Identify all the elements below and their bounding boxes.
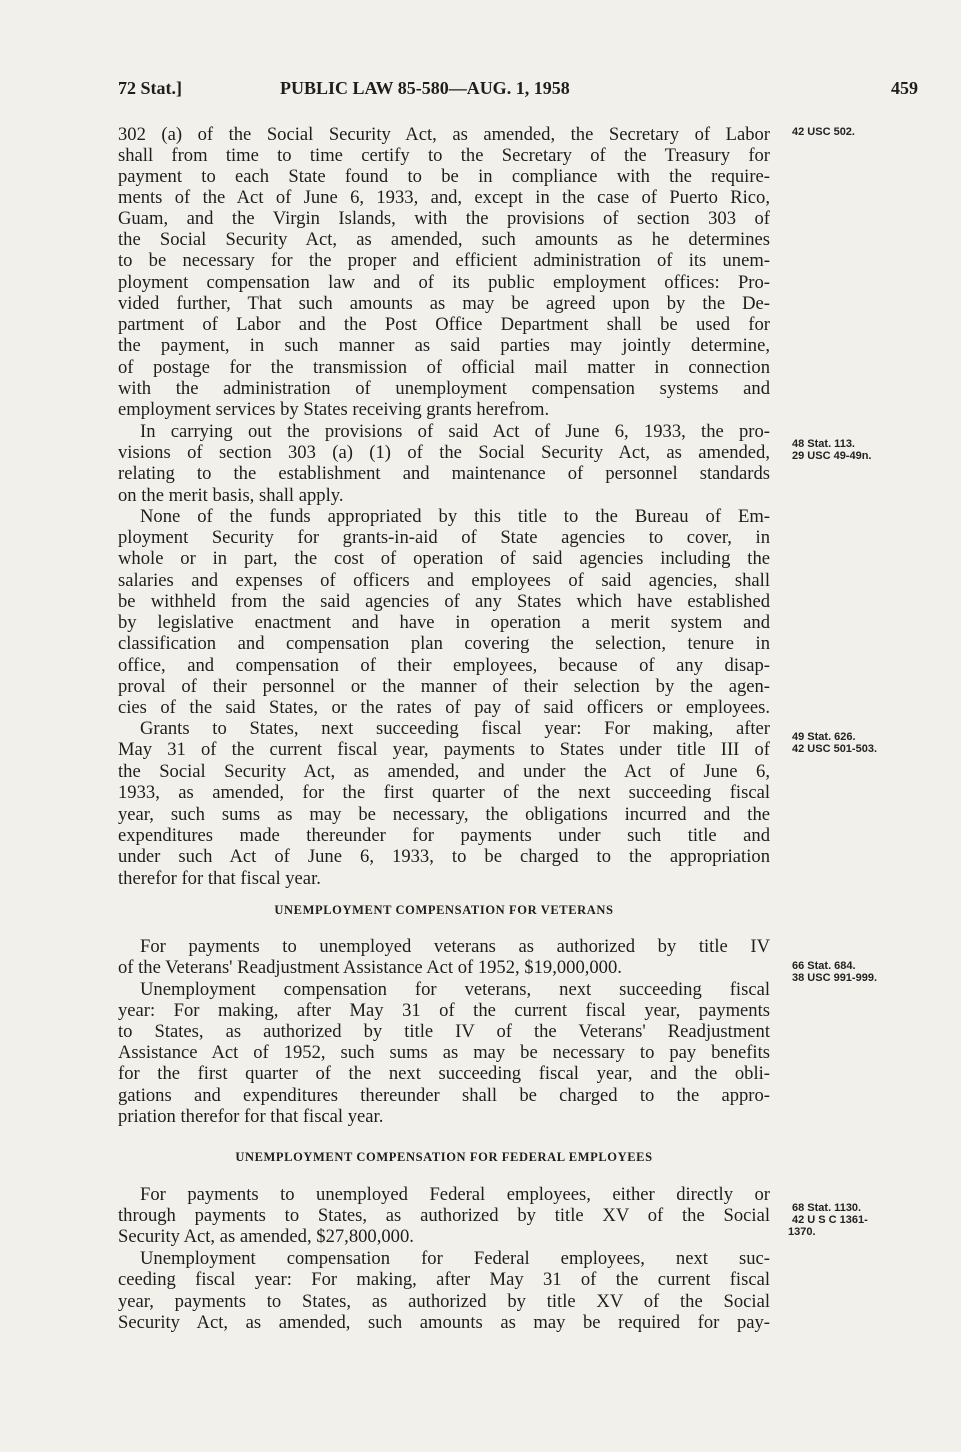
page-header (118, 78, 918, 102)
statute-volume: 72 Stat.] (118, 78, 182, 98)
page-number: 459 (891, 78, 918, 98)
text-line: year: For making, after May 31 of the current fiscal year, payments (118, 1000, 770, 1021)
text-line: to be necessary for the proper and efficient administration of its unem- (118, 250, 770, 271)
text-line: with the administration of unemployment compensation systems and (118, 378, 770, 399)
margin-citation (792, 960, 877, 984)
text-line: cies of the said States, or the rates of pay of said officers or employees. (118, 697, 770, 718)
public-law-title: PUBLIC LAW 85-580—AUG. 1, 1958 (280, 78, 570, 98)
margin-citation (788, 1202, 868, 1238)
text-line: ceeding fiscal year: For making, after May 31 of the current fiscal (118, 1269, 770, 1290)
text-line: proval of their personnel or the manner of their selection by the agen- (118, 676, 770, 697)
text-line: visions of section 303 (a) (1) of the Social Security Act, as amended, (118, 442, 770, 463)
text-line: office, and compensation of their employees, because of any disap- (118, 655, 770, 676)
text-line: ments of the Act of June 6, 1933, and, except in the case of Puerto Rico, (118, 187, 770, 208)
text-line: under such Act of June 6, 1933, to be charged to the appropriation (118, 846, 770, 867)
text-line: whole or in part, the cost of operation of said agencies including the (118, 548, 770, 569)
text-line: classification and compensation plan covering the selection, tenure in (118, 633, 770, 654)
text-line: Grants to States, next succeeding fiscal year: For making, after (140, 718, 770, 739)
text-line: relating to the establishment and maintenance of personnel standards (118, 463, 770, 484)
text-line: In carrying out the provisions of said Act of June 6, 1933, the pro- (140, 421, 770, 442)
citation-line: 29 USC 49-49n. (792, 450, 872, 462)
text-line: payment to each State found to be in compliance with the require- (118, 166, 770, 187)
text-line: partment of Labor and the Post Office Department shall be used for (118, 314, 770, 335)
text-line: For payments to unemployed veterans as authorized by title IV (140, 936, 770, 957)
text-line: shall from time to time certify to the Secretary of the Treasury for (118, 145, 770, 166)
text-line: Security Act, as amended, $27,800,000. (118, 1226, 414, 1247)
text-line: gations and expenditures thereunder shall be charged to the appro- (118, 1085, 770, 1106)
text-line: ployment compensation law and of its public employment offices: Pro- (118, 272, 770, 293)
text-line: by legislative enactment and have in operation a merit system and (118, 612, 770, 633)
margin-citation (792, 731, 877, 755)
text-line: on the merit basis, shall apply. (118, 485, 344, 506)
text-line: vided further, That such amounts as may be agreed upon by the De- (118, 293, 770, 314)
citation-line: 48 Stat. 113. (792, 438, 855, 450)
text-line: Assistance Act of 1952, such sums as may be necessary to pay benefits (118, 1042, 770, 1063)
citation-line: 38 USC 991-999. (792, 972, 877, 984)
margin-citation (792, 126, 855, 138)
citation-line: 42 U S C 1361- (792, 1214, 868, 1226)
text-line: year, payments to States, as authorized by title XV of the Social (118, 1291, 770, 1312)
text-line: salaries and expenses of officers and employees of said agencies, shall (118, 570, 770, 591)
text-line: for the first quarter of the next succeeding fiscal year, and the obli- (118, 1063, 770, 1084)
text-line: Security Act, as amended, such amounts as may be required for pay- (118, 1312, 770, 1333)
text-line: priation therefor for that fiscal year. (118, 1106, 384, 1127)
text-line: May 31 of the current fiscal year, payments to States under title III of (118, 739, 770, 760)
text-line: to States, as authorized by title IV of the Veterans' Readjustment (118, 1021, 770, 1042)
citation-line: 42 USC 502. (792, 126, 855, 138)
text-line: the Social Security Act, as amended, and under the Act of June 6, (118, 761, 770, 782)
text-line: be withheld from the said agencies of any States which have established (118, 591, 770, 612)
text-line: 1933, as amended, for the first quarter of the next succeeding fiscal (118, 782, 770, 803)
section-heading: UNEMPLOYMENT COMPENSATION FOR FEDERAL EMPLOYEES (235, 1150, 653, 1164)
citation-line: 68 Stat. 1130. (792, 1202, 862, 1214)
text-line: Unemployment compensation for veterans, next succeeding fiscal (140, 979, 770, 1000)
citation-line: 49 Stat. 626. (792, 731, 856, 743)
text-line: Guam, and the Virgin Islands, with the provisions of section 303 of (118, 208, 770, 229)
text-line: the payment, in such manner as said parties may jointly determine, (118, 335, 770, 356)
text-line: of the Veterans' Readjustment Assistance Act of 1952, $19,000,000. (118, 957, 622, 978)
text-line: the Social Security Act, as amended, such amounts as he determines (118, 229, 770, 250)
text-line: 302 (a) of the Social Security Act, as amended, the Secretary of Labor (118, 124, 770, 145)
text-line: None of the funds appropriated by this title to the Bureau of Em- (140, 506, 770, 527)
text-line: employment services by States receiving grants herefrom. (118, 399, 550, 420)
text-line: year, such sums as may be necessary, the obligations incurred and the (118, 804, 770, 825)
citation-line: 1370. (788, 1226, 816, 1238)
text-line: therefor for that fiscal year. (118, 868, 321, 889)
text-line: For payments to unemployed Federal employees, either directly or (140, 1184, 770, 1205)
citation-line: 66 Stat. 684. (792, 960, 856, 972)
text-line: through payments to States, as authorized by title XV of the Social (118, 1205, 770, 1226)
text-line: of postage for the transmission of official mail matter in connection (118, 357, 770, 378)
text-line: ployment Security for grants-in-aid of State agencies to cover, in (118, 527, 770, 548)
margin-citation (792, 438, 871, 462)
section-heading: UNEMPLOYMENT COMPENSATION FOR VETERANS (274, 903, 614, 917)
text-line: Unemployment compensation for Federal employees, next suc- (140, 1248, 770, 1269)
text-line: expenditures made thereunder for payments under such title and (118, 825, 770, 846)
citation-line: 42 USC 501-503. (792, 743, 877, 755)
